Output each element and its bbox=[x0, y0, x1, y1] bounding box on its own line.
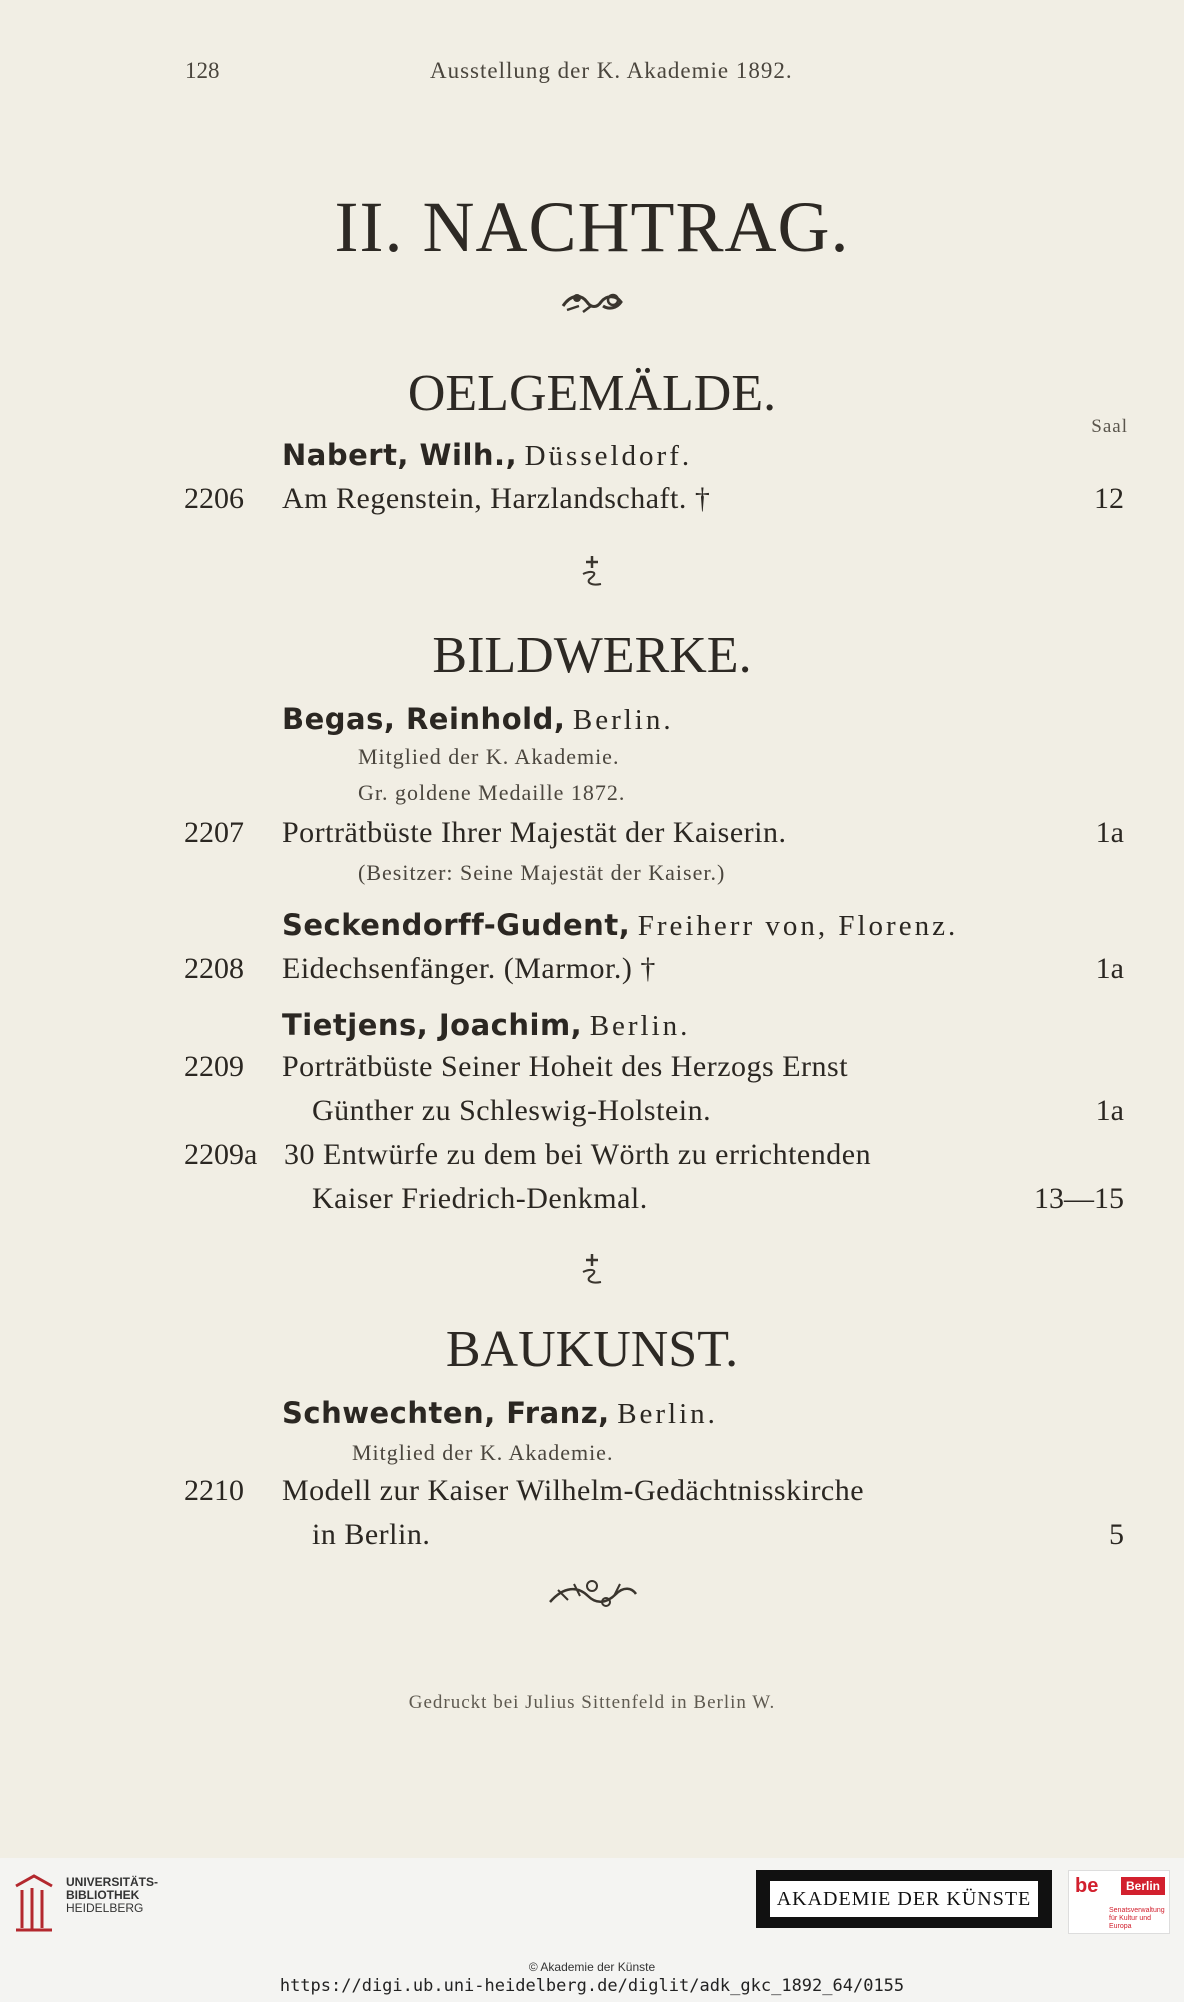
berlin-senate-logo[interactable] bbox=[1068, 1870, 1170, 1934]
library-name-line: BIBLIOTHEK bbox=[66, 1888, 140, 1902]
artist-name: Nabert, Wilh., bbox=[282, 438, 518, 472]
artist-location: Berlin. bbox=[572, 704, 674, 736]
entry-title: Am Regenstein, Harzlandschaft. † bbox=[282, 482, 711, 515]
entry-title-line1: Porträtbüste Seiner Hoheit des Herzogs Ernst bbox=[282, 1050, 849, 1083]
berlin-label: Berlin bbox=[1121, 1877, 1165, 1895]
entry-title-line2: in Berlin. bbox=[312, 1518, 431, 1551]
senate-label: Senatsverwaltung für Kultur und Europa bbox=[1109, 1907, 1165, 1930]
entry-title-line2: Günther zu Schleswig-Holstein. bbox=[312, 1094, 712, 1127]
permalink-url[interactable]: https://digi.ub.uni-heidelberg.de/diglit/adk_gkc_1892_64/0155 bbox=[279, 1976, 905, 1996]
entry-title: Eidechsenfänger. (Marmor.) † bbox=[282, 952, 656, 985]
artist-note: Mitglied der K. Akademie. bbox=[358, 744, 620, 769]
entry-room: 1a bbox=[1095, 952, 1124, 985]
entry-number: 2207 bbox=[184, 816, 244, 849]
entry-room: 1a bbox=[1095, 816, 1124, 849]
copyright-notice: © Akademie der Künste bbox=[528, 1960, 656, 1974]
artist-schwechten bbox=[282, 1396, 718, 1431]
artist-name: Schwechten, Franz, bbox=[282, 1396, 610, 1430]
cross-ornament-icon bbox=[0, 552, 1184, 597]
artist-seckendorff bbox=[282, 908, 958, 943]
university-library-logo-icon[interactable] bbox=[12, 1872, 58, 1934]
artist-location: Berlin. bbox=[589, 1010, 691, 1042]
imprint-note: Gedruckt bei Julius Sittenfeld in Berlin W. bbox=[408, 1692, 776, 1713]
artist-location: Düsseldorf. bbox=[524, 440, 693, 472]
entry-owner: (Besitzer: Seine Majestät der Kaiser.) bbox=[358, 860, 726, 885]
viewer-footer bbox=[0, 1858, 1184, 2002]
running-title: Ausstellung der K. Akademie 1892. bbox=[430, 58, 793, 83]
entry-title: Porträtbüste Ihrer Majestät der Kaiserin. bbox=[282, 816, 787, 849]
library-name-line: UNIVERSITÄTS- bbox=[66, 1875, 159, 1889]
page-number: 128 bbox=[185, 58, 220, 83]
entry-room: 13—15 bbox=[1034, 1182, 1124, 1215]
floral-ornament-icon bbox=[0, 284, 1184, 323]
artist-name: Begas, Reinhold, bbox=[282, 702, 566, 736]
entry-title-line2: Kaiser Friedrich-Denkmal. bbox=[312, 1182, 648, 1215]
artist-note: Gr. goldene Medaille 1872. bbox=[358, 780, 626, 805]
artist-begas bbox=[282, 702, 674, 737]
section-title-baukunst: BAUKUNST. bbox=[445, 1321, 739, 1378]
partner-label: AKADEMIE DER KÜNSTE bbox=[770, 1881, 1038, 1917]
entry-number: 2210 bbox=[184, 1474, 244, 1507]
entry-title-line1: Modell zur Kaiser Wilhelm-Gedächtnisskirche bbox=[282, 1474, 865, 1507]
library-name-line: HEIDELBERG bbox=[66, 1901, 144, 1915]
entry-number: 2209 bbox=[184, 1050, 244, 1083]
university-library-name bbox=[66, 1876, 158, 1915]
section-title-oelgemaelde: OELGEMÄLDE. bbox=[407, 365, 777, 422]
entry-number: 2208 bbox=[184, 952, 244, 985]
artist-name: Tietjens, Joachim, bbox=[282, 1008, 583, 1042]
artist-nabert bbox=[282, 438, 692, 473]
entry-room: 12 bbox=[1094, 482, 1124, 515]
entry-number: 2209a bbox=[184, 1138, 258, 1171]
main-title: II. NACHTRAG. bbox=[334, 187, 850, 267]
entry-title-line1: 30 Entwürfe zu dem bei Wörth zu errichtenden bbox=[284, 1138, 872, 1171]
cross-ornament-icon bbox=[0, 1250, 1184, 1295]
artist-tietjens bbox=[282, 1008, 690, 1043]
berlin-be-mark: be bbox=[1075, 1875, 1099, 1897]
artist-location: Berlin. bbox=[617, 1398, 718, 1430]
artist-location: Freiherr von, Florenz. bbox=[637, 910, 959, 942]
column-header-saal: Saal bbox=[1091, 416, 1128, 437]
artist-note: Mitglied der K. Akademie. bbox=[352, 1440, 614, 1465]
section-title-bildwerke: BILDWERKE. bbox=[432, 627, 752, 684]
floral-ornament-icon bbox=[0, 1572, 1184, 1617]
artist-name: Seckendorff-Gudent, bbox=[282, 908, 631, 942]
entry-room: 1a bbox=[1095, 1094, 1124, 1127]
entry-room: 5 bbox=[1109, 1518, 1124, 1551]
akademie-der-kuenste-logo[interactable] bbox=[756, 1870, 1052, 1928]
entry-number: 2206 bbox=[184, 482, 244, 515]
